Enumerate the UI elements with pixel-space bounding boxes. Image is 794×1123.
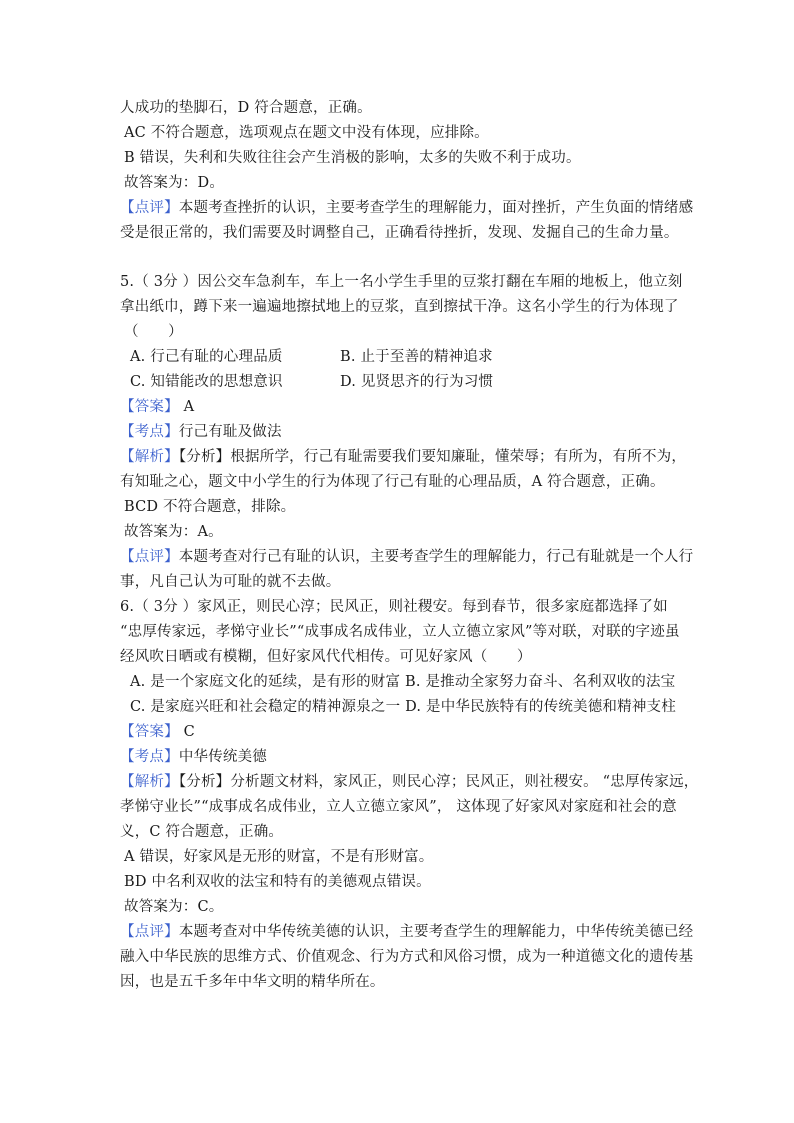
answer-tag: 【答案】 [120,724,179,740]
q5-stem-line: 5.（ 3分 ）因公交车急刹车，车上一名小学生手里的豆浆打翻在车厢的地板上，他立刻 [120,274,683,290]
q5-analysis-line: 有知耻之心，题文中小学生的行为体现了行己有耻的心理品质，A 符合题意，正确。 [120,474,665,490]
q6-options-ab: A. 是一个家庭文化的延续，是有形的财富 B. 是推动全家努力奋斗、名利双收的法宝 [130,674,676,690]
comment-tag: 【点评】 [120,924,179,940]
q5-stem-line: 拿出纸巾，蹲下来一遍遍地擦拭地上的豆浆，直到擦拭干净。这名小学生的行为体现了 [120,299,679,315]
comment-tag: 【点评】 [120,549,179,565]
comment-tag: 【点评】 [120,200,179,216]
q6-analysis [120,772,698,792]
prev-analysis-line: AC 不符合题意，选项观点在题文中没有体现，应排除。 [124,125,489,141]
analysis-tag: 【解析】 [120,774,179,790]
prev-comment-line: 受是很正常的，我们需要及时调整自己，正确看待挫折，发现、发掘自己的生命力量。 [120,225,679,241]
q6-comment [120,922,693,942]
point-value: 中华传统美德 [178,749,268,765]
q6-analysis-line: BD 中名利双收的法宝和特有的美德观点错误。 [124,874,431,890]
q6-analysis-line: A 错误，好家风是无形的财富，不是有形财富。 [124,849,434,865]
q6-options-cd: C. 是家庭兴旺和社会稳定的精神源泉之一 D. 是中华民族特有的传统美德和精神支柱 [130,699,676,715]
q5-analysis [120,447,686,467]
q6-point [120,747,267,767]
q6-answer [120,722,195,742]
q5-comment [120,547,693,567]
q5-analysis-line: BCD 不符合题意，排除。 [124,499,296,515]
q6-stem-line: 经风吹日晒或有模糊，但好家风代代相传。可见好家风（ ） [120,649,532,665]
q5-option-b: B. 止于至善的精神追求 [340,349,493,365]
q6-stem-line: 6.（ 3分 ）家风正，则民心淳；民风正，则社稷安。每到春节，很多家庭都选择了如 [120,599,668,615]
prev-analysis-line: B 错误，失利和失败往往会产生消极的影响，太多的失败不利于成功。 [124,150,581,166]
q6-analysis-line: 义，C 符合题意，正确。 [120,824,284,840]
analysis-text: 【分析】根据所学，行己有耻需要我们要知廉耻，懂荣辱；有所为，有所不为， [178,449,687,465]
answer-value: A [183,399,195,415]
q5-stem-line: （ ） [124,324,183,340]
comment-text: 本题考查对行己有耻的认识，主要考查学生的理解能力，行己有耻就是一个人行 [178,549,694,565]
q6-comment-line: 因，也是五千多年中华文明的精华所在。 [120,974,385,990]
point-tag: 【考点】 [120,424,179,440]
q5-analysis-line: 故答案为：A。 [124,524,223,540]
comment-text: 本题考查对中华传统美德的认识，主要考查学生的理解能力，中华传统美德已经 [178,924,694,940]
q6-analysis-line: 故答案为：C。 [124,899,224,915]
q5-option-c: C. 知错能改的思想意识 [130,374,283,390]
q6-stem-line: “忠厚传家远，孝悌守业长”“成事成名成伟业，立人立德立家风”等对联，对联的字迹虽 [120,624,680,640]
analysis-text: 【分析】分析题文材料，家风正，则民心淳；民风正，则社稷安。 “忠厚传家远， [178,774,699,790]
q5-point [120,422,282,442]
point-tag: 【考点】 [120,749,179,765]
q6-comment-line: 融入中华民族的思维方式、价值观念、行为方式和风俗习惯，成为一种道德文化的遗传基 [120,949,694,965]
prev-comment [120,198,693,218]
answer-tag: 【答案】 [120,399,179,415]
q5-answer [120,397,194,417]
q6-analysis-line: 孝悌守业长”“成事成名成伟业，立人立德立家风”， 这体现了好家风对家庭和社会的意 [120,799,677,815]
q5-option-d: D. 见贤思齐的行为习惯 [340,374,494,390]
prev-analysis-line: 故答案为：D。 [124,175,225,191]
point-value: 行己有耻及做法 [178,424,282,440]
q5-option-a: A. 行己有耻的心理品质 [130,349,283,365]
comment-text: 本题考查挫折的认识，主要考查学生的理解能力，面对挫折，产生负面的情绪感 [178,200,694,216]
answer-value: C [183,724,195,740]
analysis-tag: 【解析】 [120,449,179,465]
prev-analysis-line: 人成功的垫脚石，D 符合题意，正确。 [120,100,372,116]
q5-comment-line: 事，凡自己认为可耻的就不去做。 [120,574,341,590]
